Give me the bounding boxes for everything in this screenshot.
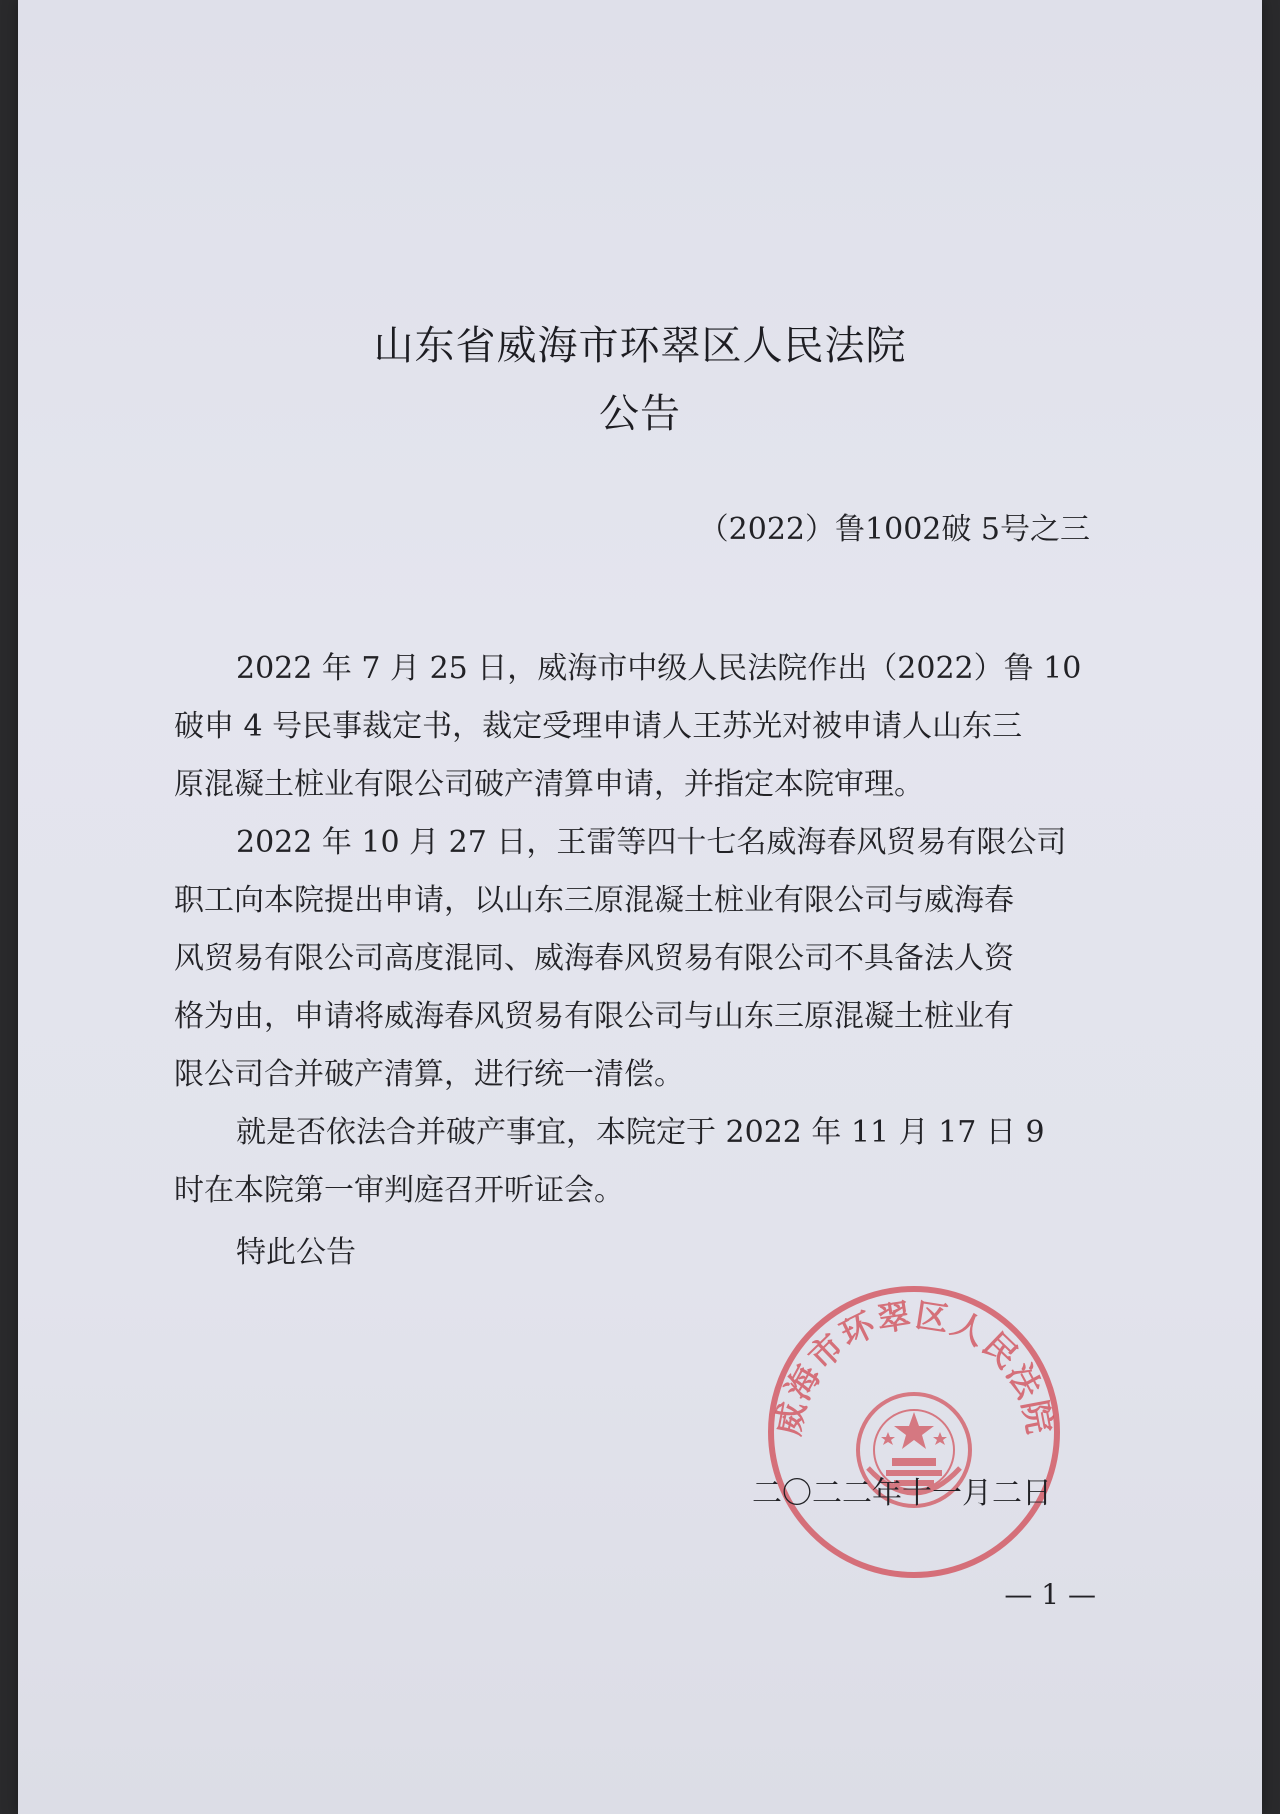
paragraph-2-line-4: 格为由，申请将威海春风贸易有限公司与山东三原混凝土桩业有 bbox=[174, 999, 1014, 1034]
case-number: （2022）鲁1002破 5号之三 bbox=[698, 512, 1090, 547]
paragraph-3-line-2: 时在本院第一审判庭召开听证会。 bbox=[174, 1173, 624, 1208]
paragraph-2-line-3: 风贸易有限公司高度混同、威海春风贸易有限公司不具备法人资 bbox=[174, 941, 1014, 976]
closing-phrase: 特此公告 bbox=[236, 1235, 356, 1270]
court-seal-graphic bbox=[764, 1282, 1064, 1582]
document-page bbox=[18, 0, 1262, 1814]
paragraph-2-line-2: 职工向本院提出申请，以山东三原混凝土桩业有限公司与威海春 bbox=[174, 883, 1014, 918]
svg-text:威海市环翠区人民法院: 威海市环翠区人民法院 bbox=[768, 1295, 1060, 1439]
paragraph-1-line-3: 原混凝土桩业有限公司破产清算申请，并指定本院审理。 bbox=[174, 767, 924, 802]
doc-type-title: 公告 bbox=[599, 391, 681, 437]
court-seal bbox=[764, 1282, 1064, 1582]
document-date: 二〇二二年十一月二日 bbox=[752, 1476, 1052, 1511]
paragraph-3-line-1: 就是否依法合并破产事宜，本院定于 2022 年 11 月 17 日 9 bbox=[236, 1115, 1045, 1150]
page-number: — 1 — bbox=[1004, 1578, 1096, 1611]
paragraph-2-line-1: 2022 年 10 月 27 日，王雷等四十七名威海春风贸易有限公司 bbox=[236, 825, 1067, 860]
paragraph-1-line-2: 破申 4 号民事裁定书，裁定受理申请人王苏光对被申请人山东三 bbox=[174, 709, 1023, 744]
paragraph-1-line-1: 2022 年 7 月 25 日，威海市中级人民法院作出（2022）鲁 10 bbox=[236, 651, 1082, 686]
paragraph-2-line-5: 限公司合并破产清算，进行统一清偿。 bbox=[174, 1057, 684, 1092]
court-name-title: 山东省威海市环翠区人民法院 bbox=[373, 323, 907, 369]
